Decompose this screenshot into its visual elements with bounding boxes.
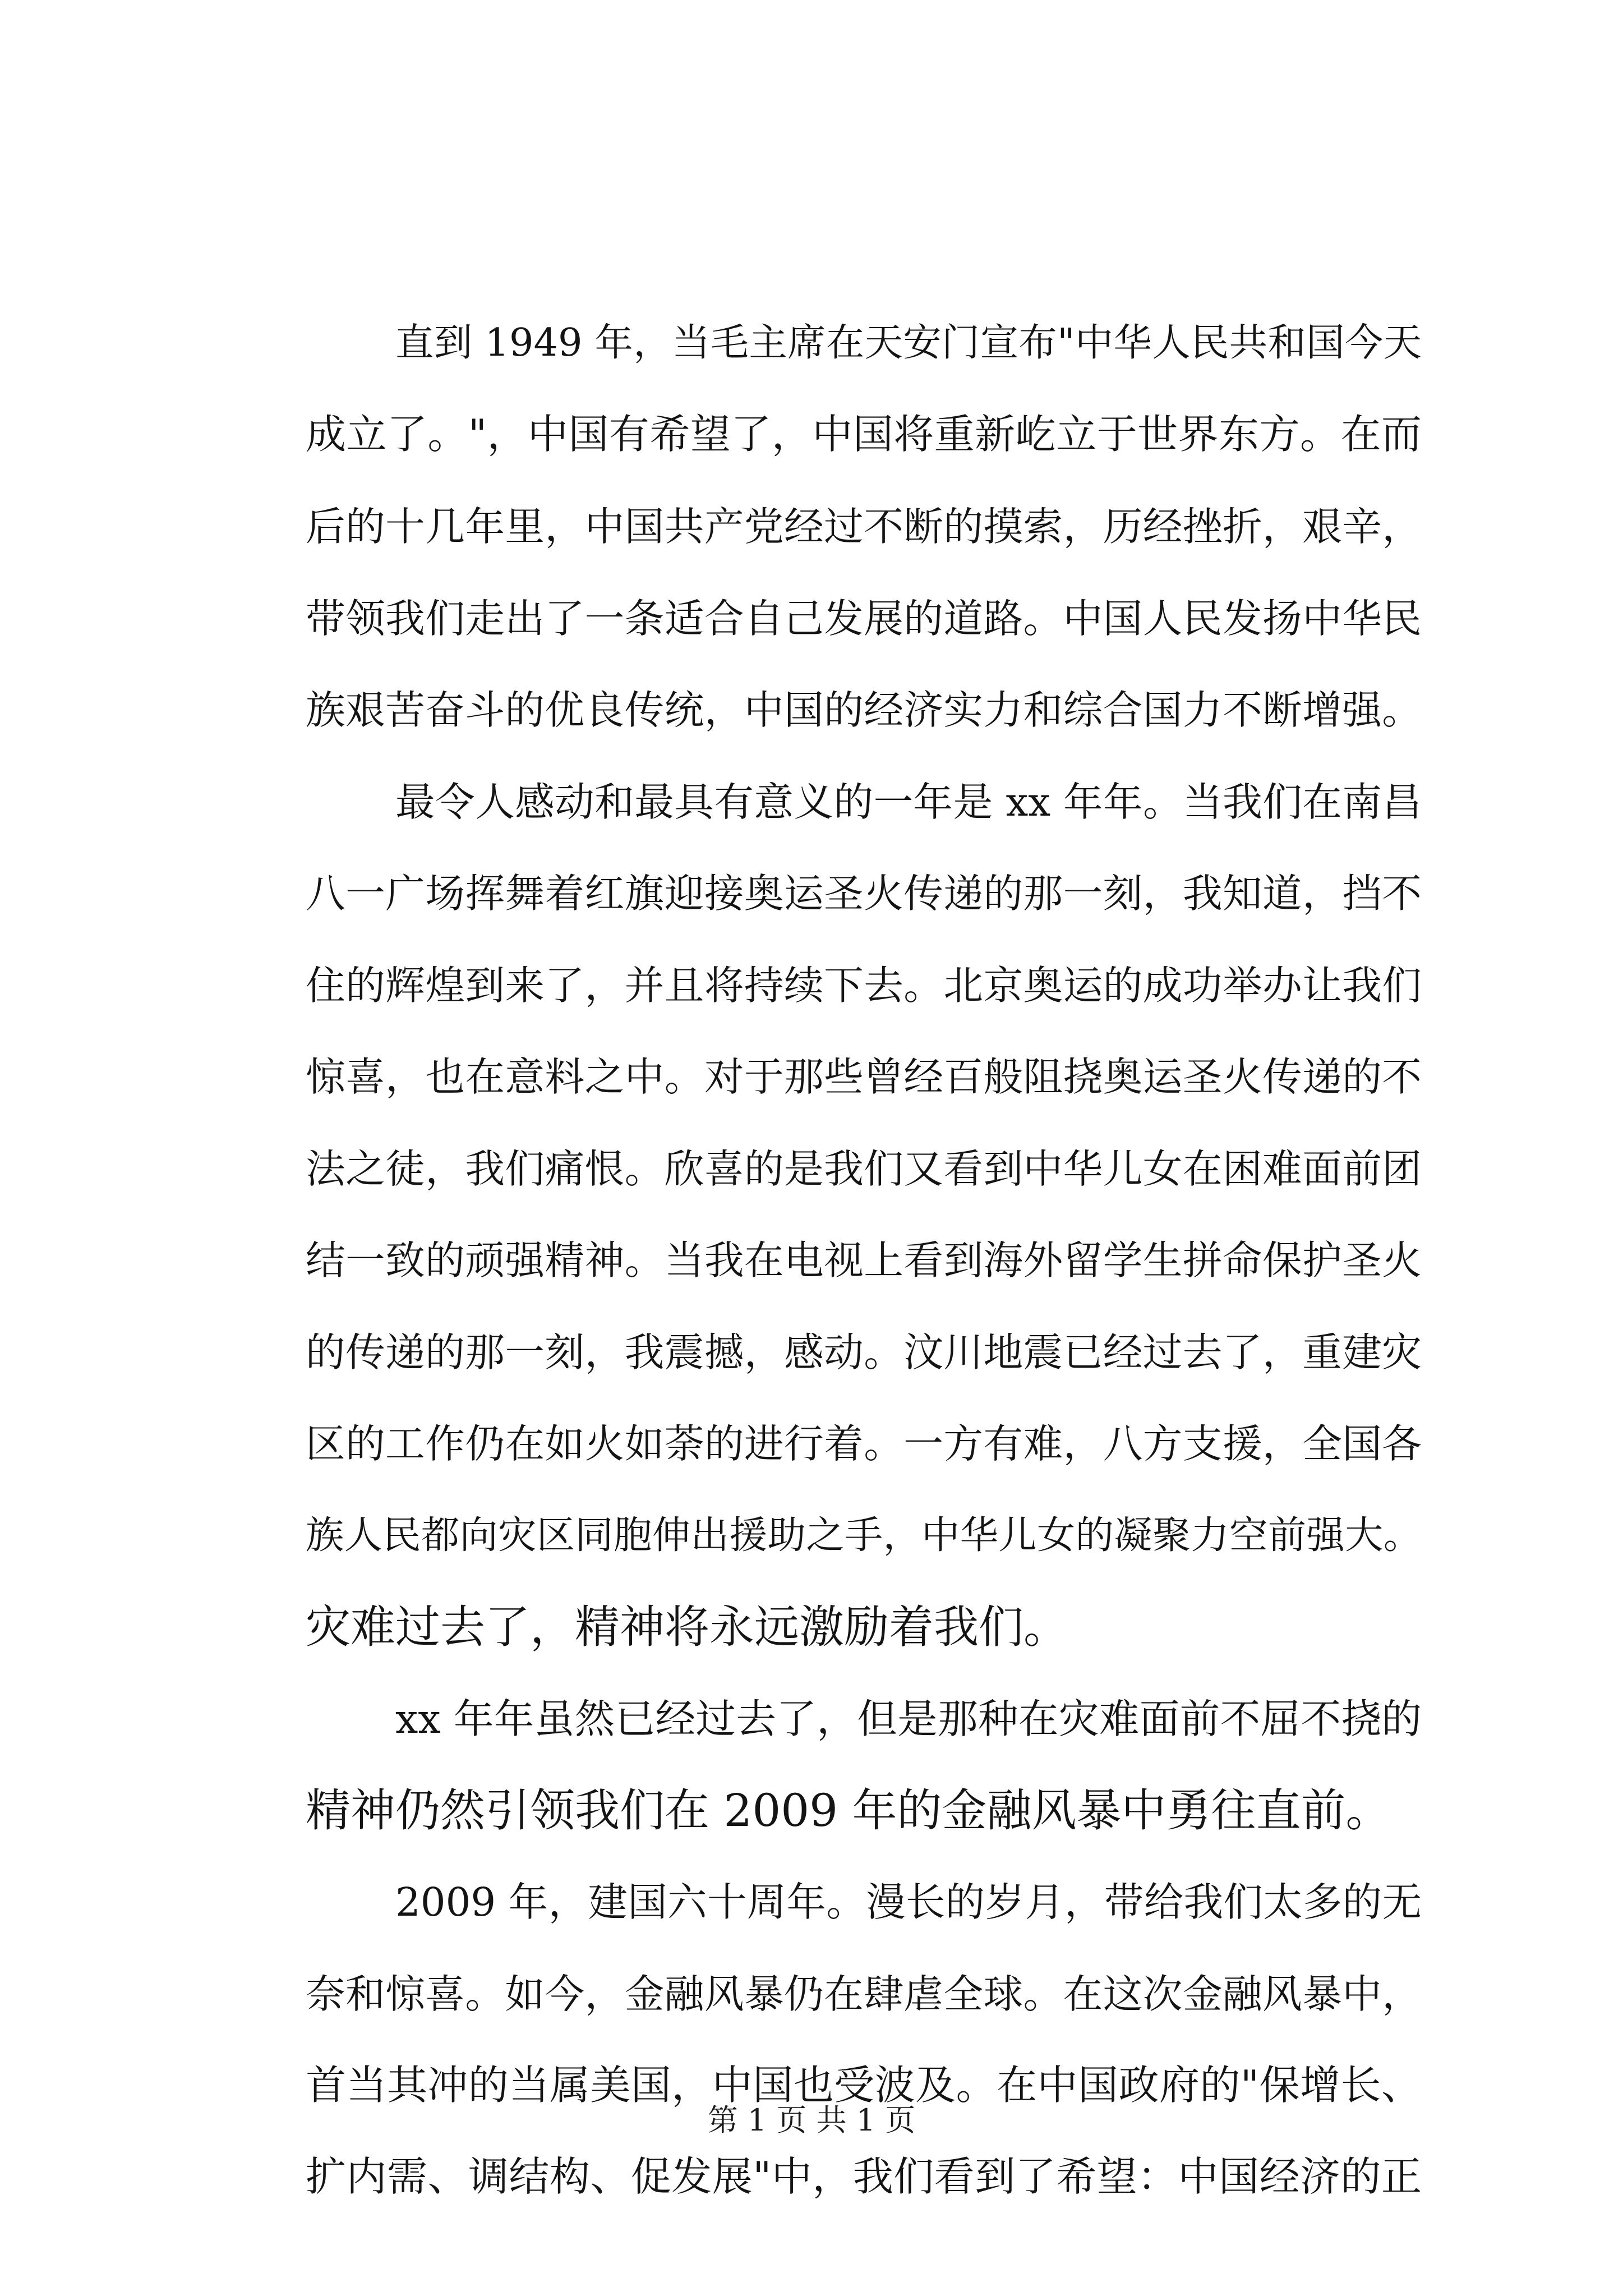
text-line: 法之徒，我们痛恨。欣喜的是我们又看到中华儿女在困难面前团 (306, 1145, 1422, 1192)
text-line: 奈和惊喜。如今，金融风暴仍在肆虐全球。在这次金融风暴中， (306, 1971, 1422, 2017)
page-footer: 第 1 页 共 1 页 (707, 2102, 916, 2138)
text-line: 直到 1949 年，当毛主席在天安门宣布"中华人民共和国今天 (395, 321, 1422, 365)
body-text (306, 297, 1422, 2224)
text-line: 结一致的顽强精神。当我在电视上看到海外留学生拼命保护圣火 (306, 1237, 1422, 1283)
text-line: 扩内需、调结构、促发展"中，我们看到了希望：中国经济的正 (306, 2154, 1422, 2201)
text-line: 2009 年，建国六十周年。漫长的岁月，带给我们太多的无 (395, 1879, 1422, 1925)
text-line: 族人民都向灾区同胞伸出援助之手，中华儿女的凝聚力空前强大。 (306, 1513, 1422, 1558)
text-line: 住的辉煌到来了，并且将持续下去。北京奥运的成功举办让我们 (306, 961, 1422, 1009)
text-line: 八一广场挥舞着红旗迎接奥运圣火传递的那一刻，我知道，挡不 (306, 870, 1422, 917)
text-line: 精神仍然引领我们在 2009 年的金融风暴中勇往直前。 (306, 1784, 1391, 1837)
text-line: 惊喜，也在意料之中。对于那些曾经百般阻挠奥运圣火传递的不 (306, 1053, 1422, 1100)
text-line: 首当其冲的当属美国，中国也受波及。在中国政府的"保增长、 (306, 2062, 1422, 2109)
text-line: 的传递的那一刻，我震撼，感动。汶川地震已经过去了，重建灾 (306, 1328, 1422, 1375)
text-line: 区的工作仍在如火如荼的进行着。一方有难，八方支援，全国各 (306, 1420, 1422, 1467)
text-line: 成立了。"，中国有希望了，中国将重新屹立于世界东方。在而 (306, 411, 1422, 458)
text-line: 最令人感动和最具有意义的一年是 xx 年年。当我们在南昌 (395, 778, 1422, 825)
text-line: xx 年年虽然已经过去了，但是那种在灾难面前不屈不挠的 (395, 1695, 1422, 1742)
text-line: 族艰苦奋斗的优良传统，中国的经济实力和综合国力不断增强。 (306, 687, 1422, 733)
text-line: 后的十几年里，中国共产党经过不断的摸索，历经挫折，艰辛， (306, 503, 1422, 550)
text-line: 灾难过去了，精神将永远激励着我们。 (306, 1601, 1068, 1653)
text-line: 带领我们走出了一条适合自己发展的道路。中国人民发扬中华民 (306, 595, 1422, 642)
